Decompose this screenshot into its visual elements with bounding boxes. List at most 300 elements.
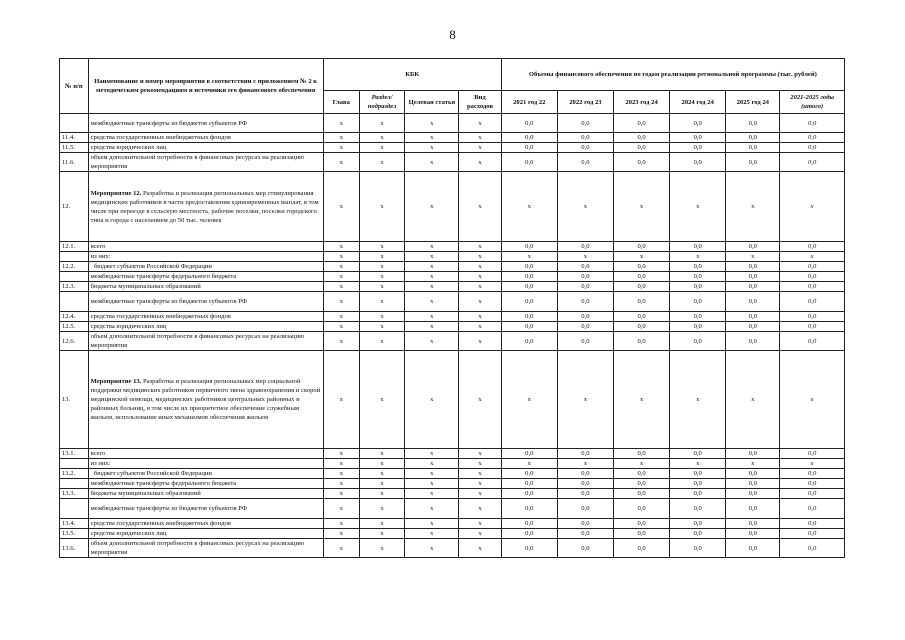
kbk-cell: x [323,459,359,469]
kbk-cell: x [323,499,359,519]
header-name: Наименование и номер мероприятия в соответствии с приложением № 2 к методическим рекомендациям и источники его финансового обеспечения [88,59,323,114]
row-name: межбюджетные трансферты из бюджетов субъектов РФ [88,292,323,312]
year-value-cell: 0,0 [726,143,780,153]
row-name: средства юридических лиц [88,322,323,332]
kbk-cell: x [323,469,359,479]
year-value-cell: 0,0 [557,332,613,351]
row-name: средства государственных внебюджетных фондов [88,312,323,322]
kbk-cell: x [405,143,459,153]
year-value-cell: 0,0 [614,529,670,539]
kbk-cell: x [459,292,501,312]
kbk-cell: x [459,332,501,351]
table-row [60,529,845,539]
year-value-cell: 0,0 [614,153,670,172]
kbk-cell: x [459,143,501,153]
kbk-cell: x [323,479,359,489]
kbk-cell: x [323,312,359,322]
kbk-cell: x [459,351,501,449]
year-value-cell: 0,0 [557,282,613,292]
row-name: Мероприятие 12. Разработка и реализация региональных мер стимулирования медицинских работников в части предоставления единовременных выплат, в том числе при переезде в сельскую местность, рабочие поселки, поселки городского типа и города с населением до 50 тыс. человек [88,172,323,242]
year-value-cell: 0,0 [670,332,726,351]
total-cell: 0,0 [780,449,845,459]
header-year-4: 2024 год 24 [670,91,726,114]
year-value-cell: 0,0 [501,133,557,143]
kbk-cell: x [323,449,359,459]
kbk-cell: x [405,153,459,172]
year-value-cell: 0,0 [670,529,726,539]
year-value-cell: 0,0 [670,479,726,489]
row-number: 13.1. [60,449,89,459]
year-value-cell: 0,0 [501,322,557,332]
row-name: всего [88,449,323,459]
table-row [60,133,845,143]
row-name: из них: [88,459,323,469]
kbk-cell: x [405,499,459,519]
row-name: бюджет субъектов Российской Федерации [88,469,323,479]
year-value-cell: 0,0 [726,114,780,133]
year-value-cell: 0,0 [614,143,670,153]
kbk-cell: x [405,332,459,351]
year-value-cell: 0,0 [614,469,670,479]
year-value-cell: 0,0 [557,322,613,332]
row-name: бюджеты муниципальных образований [88,489,323,499]
header-kbk-statya: Целевая статья [405,91,459,114]
year-value-cell: 0,0 [726,489,780,499]
year-value-cell: 0,0 [501,282,557,292]
kbk-cell: x [405,133,459,143]
kbk-cell: x [359,332,405,351]
kbk-cell: x [323,143,359,153]
kbk-cell: x [459,479,501,489]
kbk-cell: x [359,252,405,262]
table-row [60,252,845,262]
header-kbk-glava: Глава [323,91,359,114]
year-value-cell: 0,0 [614,292,670,312]
kbk-cell: x [405,351,459,449]
table-row [60,332,845,351]
total-cell: x [780,172,845,242]
table-row [60,272,845,282]
year-value-cell: 0,0 [501,153,557,172]
kbk-cell: x [359,282,405,292]
year-value-cell: x [614,172,670,242]
total-cell: 0,0 [780,282,845,292]
year-value-cell: x [501,351,557,449]
kbk-cell: x [459,529,501,539]
kbk-cell: x [459,114,501,133]
year-value-cell: 0,0 [726,449,780,459]
year-value-cell: x [614,252,670,262]
kbk-cell: x [323,282,359,292]
kbk-cell: x [359,153,405,172]
year-value-cell: 0,0 [726,332,780,351]
kbk-cell: x [459,539,501,558]
kbk-cell: x [359,489,405,499]
kbk-cell: x [359,469,405,479]
year-value-cell: 0,0 [726,322,780,332]
table-row [60,519,845,529]
kbk-cell: x [359,312,405,322]
kbk-cell: x [459,282,501,292]
row-name: объем дополнительной потребности в финансовых ресурсах на реализацию мероприятия [88,153,323,172]
year-value-cell: x [557,351,613,449]
year-value-cell: 0,0 [501,332,557,351]
row-name: средства государственных внебюджетных фондов [88,133,323,143]
kbk-cell: x [459,449,501,459]
year-value-cell: 0,0 [614,322,670,332]
row-number: 11.5. [60,143,89,153]
kbk-cell: x [323,252,359,262]
year-value-cell: 0,0 [726,133,780,143]
row-name: межбюджетные трансферты из бюджетов субъектов РФ [88,114,323,133]
total-cell: x [780,252,845,262]
year-value-cell: 0,0 [670,143,726,153]
header-year-5: 2025 год 24 [726,91,780,114]
year-value-cell: x [670,351,726,449]
year-value-cell: 0,0 [501,292,557,312]
year-value-cell: 0,0 [614,519,670,529]
year-value-cell: 0,0 [557,519,613,529]
table-row [60,242,845,252]
measure-title: Мероприятие 12. [90,189,142,197]
year-value-cell: x [670,252,726,262]
year-value-cell: 0,0 [726,262,780,272]
kbk-cell: x [405,449,459,459]
kbk-cell: x [323,172,359,242]
row-number [60,292,89,312]
kbk-cell: x [323,529,359,539]
kbk-cell: x [359,114,405,133]
row-number: 13.4. [60,519,89,529]
year-value-cell: 0,0 [670,499,726,519]
total-cell: 0,0 [780,529,845,539]
kbk-cell: x [359,499,405,519]
year-value-cell: 0,0 [501,519,557,529]
total-cell: x [780,459,845,469]
header-kbk-vid: Вид расходов [459,91,501,114]
kbk-cell: x [459,153,501,172]
year-value-cell: x [726,172,780,242]
year-value-cell: 0,0 [726,153,780,172]
row-name: бюджет субъектов Российской Федерации [88,262,323,272]
year-value-cell: 0,0 [557,153,613,172]
year-value-cell: 0,0 [501,242,557,252]
table-row [60,292,845,312]
table-row [60,172,845,242]
year-value-cell: 0,0 [501,262,557,272]
kbk-cell: x [459,499,501,519]
funding-table [59,58,845,558]
total-cell: 0,0 [780,114,845,133]
year-value-cell: 0,0 [670,242,726,252]
row-number: 12.5. [60,322,89,332]
year-value-cell: 0,0 [557,114,613,133]
year-value-cell: 0,0 [670,312,726,322]
kbk-cell: x [323,351,359,449]
year-value-cell: 0,0 [557,133,613,143]
kbk-cell: x [359,172,405,242]
year-value-cell: 0,0 [614,272,670,282]
year-value-cell: 0,0 [501,479,557,489]
total-cell: 0,0 [780,499,845,519]
year-value-cell: 0,0 [614,332,670,351]
kbk-cell: x [323,242,359,252]
kbk-cell: x [459,519,501,529]
year-value-cell: 0,0 [670,322,726,332]
year-value-cell: 0,0 [557,242,613,252]
kbk-cell: x [459,242,501,252]
total-cell: 0,0 [780,519,845,529]
kbk-cell: x [405,312,459,322]
year-value-cell: 0,0 [670,539,726,558]
year-value-cell: 0,0 [726,499,780,519]
kbk-cell: x [323,292,359,312]
table-row [60,262,845,272]
total-cell: 0,0 [780,262,845,272]
year-value-cell: x [614,459,670,469]
year-value-cell: 0,0 [726,519,780,529]
year-value-cell: 0,0 [726,312,780,322]
kbk-cell: x [359,519,405,529]
row-name: межбюджетные трансферты федерального бюджета [88,479,323,489]
table-row [60,489,845,499]
year-value-cell: 0,0 [670,114,726,133]
kbk-cell: x [323,272,359,282]
row-name: Мероприятие 13. Разработка и реализация региональных мер социальной поддержки медицинских работников первичного звена здравоохранения и скорой медицинской помощи, медицинских работников центральных районных и районных больниц, в том числе их приоритетное обеспечение служебным жильем, использование иных механизмов обеспечения жильем [88,351,323,449]
row-name: средства юридических лиц [88,529,323,539]
year-value-cell: x [726,459,780,469]
total-cell: 0,0 [780,153,845,172]
total-cell: 0,0 [780,332,845,351]
kbk-cell: x [459,459,501,469]
year-value-cell: x [557,459,613,469]
kbk-cell: x [459,322,501,332]
total-cell: 0,0 [780,489,845,499]
year-value-cell: 0,0 [557,479,613,489]
year-value-cell: 0,0 [557,539,613,558]
row-number [60,479,89,489]
measure-title: Мероприятие 13. [90,378,142,385]
year-value-cell: 0,0 [501,489,557,499]
year-value-cell: 0,0 [614,449,670,459]
header-year-2: 2022 год 23 [557,91,613,114]
row-number [60,252,89,262]
year-value-cell: 0,0 [614,133,670,143]
kbk-cell: x [459,312,501,322]
year-value-cell: 0,0 [726,282,780,292]
kbk-cell: x [459,172,501,242]
row-name: средства государственных внебюджетных фондов [88,519,323,529]
table-row [60,499,845,519]
kbk-cell: x [459,272,501,282]
kbk-cell: x [459,489,501,499]
kbk-cell: x [405,459,459,469]
kbk-cell: x [323,114,359,133]
year-value-cell: 0,0 [557,272,613,282]
kbk-cell: x [459,469,501,479]
total-cell: 0,0 [780,272,845,282]
header-kbk: КБК [323,59,501,91]
year-value-cell: 0,0 [670,519,726,529]
year-value-cell: 0,0 [670,153,726,172]
year-value-cell: 0,0 [557,143,613,153]
row-number: 13.3. [60,489,89,499]
table-row [60,143,845,153]
total-cell: 0,0 [780,469,845,479]
year-value-cell: 0,0 [557,262,613,272]
year-value-cell: 0,0 [726,539,780,558]
kbk-cell: x [323,332,359,351]
year-value-cell: 0,0 [726,479,780,489]
year-value-cell: 0,0 [557,529,613,539]
row-number [60,114,89,133]
year-value-cell: 0,0 [501,312,557,322]
kbk-cell: x [459,252,501,262]
kbk-cell: x [359,479,405,489]
year-value-cell: x [501,459,557,469]
kbk-cell: x [359,143,405,153]
row-number: 12.1. [60,242,89,252]
table-row [60,282,845,292]
kbk-cell: x [405,282,459,292]
total-cell: 0,0 [780,539,845,558]
year-value-cell: 0,0 [501,529,557,539]
year-value-cell: 0,0 [557,449,613,459]
table-row [60,114,845,133]
year-value-cell: 0,0 [614,282,670,292]
kbk-cell: x [405,529,459,539]
year-value-cell: x [501,252,557,262]
table-row [60,322,845,332]
year-value-cell: 0,0 [557,499,613,519]
kbk-cell: x [359,529,405,539]
row-number: 12.2. [60,262,89,272]
row-number: 13.2. [60,469,89,479]
table-row [60,479,845,489]
total-cell: 0,0 [780,143,845,153]
row-number [60,499,89,519]
table-row [60,153,845,172]
kbk-cell: x [405,519,459,529]
year-value-cell: 0,0 [670,449,726,459]
page-number: 8 [449,27,456,42]
year-value-cell: 0,0 [670,282,726,292]
kbk-cell: x [323,519,359,529]
row-name: средства юридических лиц [88,143,323,153]
row-number [60,272,89,282]
kbk-cell: x [405,172,459,242]
year-value-cell: 0,0 [726,469,780,479]
total-cell: 0,0 [780,312,845,322]
year-value-cell: 0,0 [614,479,670,489]
row-number: 13.6. [60,539,89,558]
total-cell: 0,0 [780,133,845,143]
kbk-cell: x [359,272,405,282]
year-value-cell: x [726,252,780,262]
year-value-cell: x [726,351,780,449]
year-value-cell: 0,0 [670,489,726,499]
year-value-cell: 0,0 [557,312,613,322]
row-name: объем дополнительной потребности в финансовых ресурсах на реализацию мероприятия [88,539,323,558]
year-value-cell: 0,0 [670,292,726,312]
year-value-cell: 0,0 [557,469,613,479]
kbk-cell: x [359,242,405,252]
row-number: 12. [60,172,89,242]
total-cell: 0,0 [780,322,845,332]
kbk-cell: x [359,459,405,469]
kbk-cell: x [323,322,359,332]
table-row [60,351,845,449]
year-value-cell: 0,0 [726,529,780,539]
total-cell: x [780,351,845,449]
kbk-cell: x [405,539,459,558]
year-value-cell: 0,0 [614,499,670,519]
kbk-cell: x [359,449,405,459]
row-name: бюджеты муниципальных образований [88,282,323,292]
year-value-cell: 0,0 [501,272,557,282]
kbk-cell: x [405,489,459,499]
kbk-cell: x [405,262,459,272]
header-num: № п/п [60,59,89,114]
table-row [60,459,845,469]
row-number: 13. [60,351,89,449]
header-funding: Объемы финансового обеспечения по годам реализации региональной программы (тыс. рублей) [501,59,844,91]
row-name: всего [88,242,323,252]
row-name: из них: [88,252,323,262]
year-value-cell: 0,0 [726,242,780,252]
year-value-cell: 0,0 [614,242,670,252]
year-value-cell: 0,0 [670,469,726,479]
kbk-cell: x [323,133,359,143]
total-cell: 0,0 [780,292,845,312]
year-value-cell: x [670,459,726,469]
row-number: 11.4. [60,133,89,143]
kbk-cell: x [459,133,501,143]
kbk-cell: x [459,262,501,272]
kbk-cell: x [323,262,359,272]
row-number: 12.3. [60,282,89,292]
row-name: межбюджетные трансферты из бюджетов субъектов РФ [88,499,323,519]
kbk-cell: x [359,351,405,449]
table-row [60,312,845,322]
year-value-cell: x [557,252,613,262]
year-value-cell: 0,0 [614,312,670,322]
year-value-cell: x [557,172,613,242]
year-value-cell: 0,0 [501,143,557,153]
kbk-cell: x [405,252,459,262]
year-value-cell: 0,0 [557,292,613,312]
kbk-cell: x [405,272,459,282]
kbk-cell: x [323,489,359,499]
year-value-cell: 0,0 [557,489,613,499]
row-number: 11.6. [60,153,89,172]
year-value-cell: 0,0 [670,133,726,143]
year-value-cell: x [614,351,670,449]
year-value-cell: 0,0 [501,539,557,558]
year-value-cell: 0,0 [501,114,557,133]
header-year-total: 2021-2025 годы (итого) [780,91,845,114]
kbk-cell: x [359,292,405,312]
table-row [60,449,845,459]
kbk-cell: x [405,114,459,133]
kbk-cell: x [405,469,459,479]
year-value-cell: 0,0 [501,469,557,479]
total-cell: 0,0 [780,242,845,252]
kbk-cell: x [359,133,405,143]
kbk-cell: x [359,539,405,558]
year-value-cell: 0,0 [670,272,726,282]
year-value-cell: 0,0 [614,539,670,558]
